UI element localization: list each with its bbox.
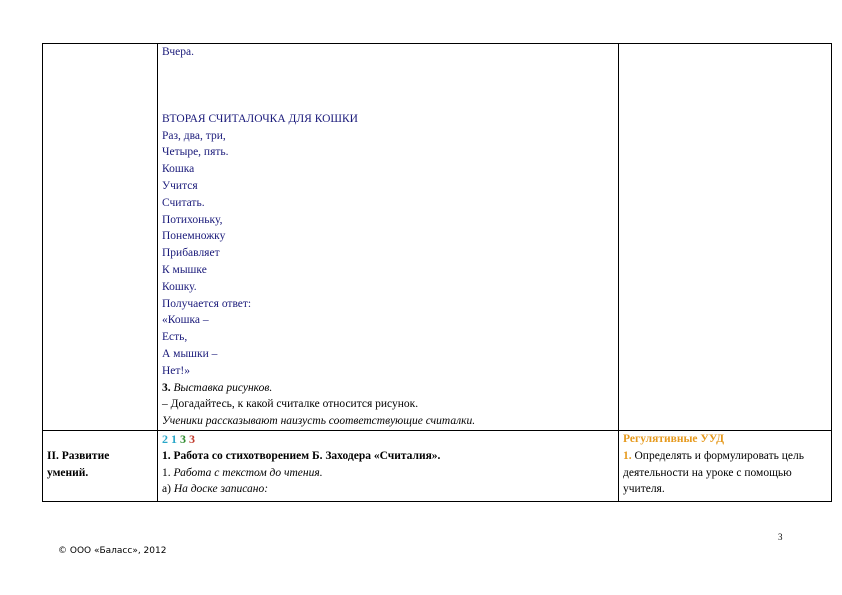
poem-line: Считать. [162,196,205,209]
subtask-line [162,465,614,482]
poem-line: Раз, два, три, [162,129,226,142]
task-heading: 1. Работа со стихотворением Б. Заходера «Считалия». [162,449,441,462]
content-cell [158,44,619,431]
poem-line: «Кошка – [162,314,209,327]
uud-heading: Регулятивные УУД [623,432,725,445]
table-row [43,430,832,501]
poem-line: Есть, [162,331,188,344]
spacer [162,61,614,111]
text-line: Вчера. [162,46,195,58]
page-number: 3 [778,532,783,542]
level-number: 1 [171,431,177,446]
poem-line: Кошка [162,163,195,176]
level-numbers [162,431,614,448]
table-row [43,44,832,431]
task-note: Ученики рассказывают наизусть соответствующие считалки. [162,415,476,428]
poem-line: Кошку. [162,280,197,293]
task-number: 3. [162,381,171,394]
uud-item [623,448,827,498]
poem-line: Нет!» [162,364,191,377]
poem-line: А мышки – [162,347,218,360]
poem-line: Понемножку [162,230,226,243]
stage-title: II. Развитие умений. [43,430,158,501]
level-number: 3 [180,431,186,446]
subtask-text: Работа с текстом до чтения. [173,466,323,479]
poem-line: К мышке [162,263,207,276]
level-number: 2 [162,431,168,446]
uud-item-number: 1. [623,449,632,462]
copyright-footer: © ООО «Баласс», 2012 [58,546,167,556]
level-number: 3 [189,431,195,446]
uud-cell [619,44,832,431]
poem-line: Четыре, пять. [162,146,229,159]
subtask-text: На доске записано: [173,483,269,496]
content-cell [158,430,619,501]
task-heading [162,380,614,397]
subtask-number: 1. [162,466,171,479]
poem-line: Учится [162,179,198,192]
poem-line: Получается ответ: [162,297,252,310]
lesson-table [42,43,832,502]
poem-line: Потихоньку, [162,213,223,226]
uud-item-text: Определять и формулировать цель деятельности на уроке с помощью учителя. [623,449,804,496]
poem-line: Прибавляет [162,247,220,260]
subtask-letter: а) [162,483,171,496]
subtask-line [162,481,614,498]
task-title: Выставка рисунков. [173,381,273,394]
stage-cell [43,44,158,431]
uud-cell [619,430,832,501]
task-question: – Догадайтесь, к какой считалке относится рисунок. [162,398,419,411]
poem-title: ВТОРАЯ СЧИТАЛОЧКА ДЛЯ КОШКИ [162,112,358,125]
